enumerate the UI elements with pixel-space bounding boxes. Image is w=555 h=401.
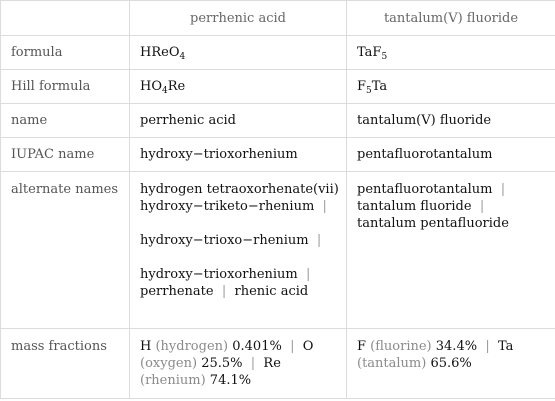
alt-name: hydroxy−trioxorhenium: [140, 267, 298, 282]
hill-subscript: 5: [366, 86, 372, 96]
alt-name: pentafluorotantalum: [357, 182, 493, 197]
formula-text: TaF: [357, 45, 382, 60]
alt-name-line: [140, 266, 336, 283]
table-row: [1, 70, 555, 104]
spacer: [140, 249, 336, 266]
element-name: (tantalum): [357, 356, 427, 371]
spacer: [140, 215, 336, 232]
hill-formula-perrhenic-acid: [130, 70, 347, 104]
row-label-formula: formula: [1, 36, 130, 70]
element-symbol: H: [140, 339, 152, 354]
alt-name-line: [357, 198, 545, 215]
separator: |: [485, 339, 490, 354]
element-symbol: F: [357, 339, 367, 354]
alternate-names-perrhenic-acid: [130, 172, 347, 329]
hill-text: Ta: [371, 79, 388, 94]
mass-line: [357, 338, 545, 355]
element-name: (hydrogen): [155, 339, 229, 354]
name-perrhenic-acid: perrhenic acid: [130, 104, 347, 138]
alternate-names-tantalum-fluoride: [347, 172, 555, 329]
mass-fractions-tantalum-fluoride: [347, 329, 555, 399]
element-symbol: O: [302, 339, 314, 354]
formula-subscript: 5: [381, 52, 388, 62]
hill-text: F: [357, 79, 367, 94]
alt-name-line: [140, 198, 336, 215]
element-name: (rhenium): [140, 373, 206, 388]
alt-name-line: [140, 232, 336, 249]
mass-line: [140, 372, 336, 389]
alt-name-line: [357, 181, 545, 198]
row-label-iupac-name: IUPAC name: [1, 138, 130, 172]
formula-tantalum-fluoride: [347, 36, 555, 70]
table-row: [1, 104, 555, 138]
hill-subscript: 4: [162, 86, 168, 96]
header-cell-perrhenic-acid: perrhenic acid: [130, 1, 347, 36]
mass-percent: 34.4%: [435, 339, 478, 354]
table-row: [1, 172, 555, 329]
separator: |: [479, 199, 485, 214]
element-symbol: Re: [263, 356, 281, 371]
row-label-alternate-names: alternate names: [1, 172, 130, 329]
alt-name: perrhenate: [140, 284, 214, 299]
mass-line: [357, 355, 545, 372]
alt-name: tantalum fluoride: [357, 199, 472, 214]
table-row: [1, 329, 555, 399]
mass-line: [140, 338, 336, 355]
hill-text: Re: [167, 79, 186, 94]
hill-text: HO: [140, 79, 162, 94]
alt-name: hydrogen tetraoxorhenate(vii): [140, 182, 339, 197]
element-name: (fluorine): [370, 339, 432, 354]
mass-percent: 25.5%: [201, 356, 243, 371]
row-label-name: name: [1, 104, 130, 138]
mass-fractions-perrhenic-acid: [130, 329, 347, 399]
formula-perrhenic-acid: [130, 36, 347, 70]
alt-name: hydroxy−triketo−rhenium: [140, 199, 315, 214]
separator: |: [221, 284, 227, 299]
alt-name-line: [140, 283, 336, 300]
hill-formula-tantalum-fluoride: [347, 70, 555, 104]
separator: |: [322, 199, 327, 214]
formula-subscript: 4: [179, 52, 186, 62]
row-label-mass-fractions: mass fractions: [1, 329, 130, 399]
separator: |: [316, 233, 322, 248]
mass-percent: 65.6%: [430, 356, 472, 371]
table-row: [1, 36, 555, 70]
name-tantalum-fluoride: tantalum(V) fluoride: [347, 104, 555, 138]
element-name: (oxygen): [140, 356, 198, 371]
alt-name: hydroxy−trioxo−rhenium: [140, 233, 309, 248]
alt-name: tantalum pentafluoride: [357, 216, 509, 231]
header-cell-tantalum-fluoride: tantalum(V) fluoride: [347, 1, 555, 36]
mass-line: [140, 355, 336, 372]
header-row: [1, 1, 555, 36]
mass-percent: 0.401%: [232, 339, 282, 354]
iupac-perrhenic-acid: hydroxy−trioxorhenium: [130, 138, 347, 172]
table-row: [1, 138, 555, 172]
formula-text: HReO: [140, 45, 180, 60]
separator: |: [306, 267, 311, 282]
alt-name: rhenic acid: [234, 284, 309, 299]
separator: |: [290, 339, 295, 354]
header-cell-empty: [1, 1, 130, 36]
mass-percent: 74.1%: [209, 373, 252, 388]
element-symbol: Ta: [498, 339, 514, 354]
iupac-tantalum-fluoride: pentafluorotantalum: [347, 138, 555, 172]
separator: |: [250, 356, 256, 371]
separator: |: [500, 182, 506, 197]
row-label-hill-formula: Hill formula: [1, 70, 130, 104]
